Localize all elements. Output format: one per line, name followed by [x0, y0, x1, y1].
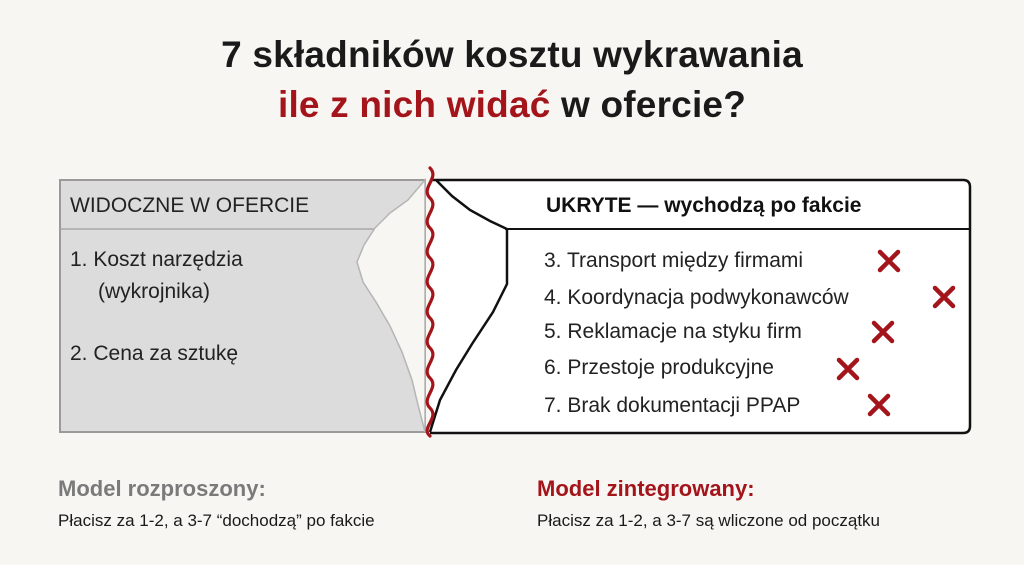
x-mark-icon [836, 357, 860, 381]
x-mark-icon [932, 285, 956, 309]
hidden-item-4: 4. Koordynacja podwykonawców [544, 286, 849, 309]
x-mark-icon [867, 393, 891, 417]
hidden-item-7: 7. Brak dokumentacji PPAP [544, 394, 801, 417]
model-integrated-desc: Płacisz za 1-2, a 3-7 są wliczone od początku [537, 511, 881, 530]
model-dispersed-desc: Płacisz za 1-2, a 3-7 “dochodzą” po fakcie [58, 511, 375, 530]
x-mark-icon [877, 249, 901, 273]
hidden-item-6: 6. Przestoje produkcyjne [544, 356, 774, 379]
hidden-header: UKRYTE — wychodzą po fakcie [546, 194, 862, 217]
x-mark-icon [871, 320, 895, 344]
title-highlight: ile z nich widać [277, 84, 551, 125]
visible-item-2: 2. Cena za sztukę [70, 342, 239, 365]
hidden-item-3: 3. Transport między firmami [544, 249, 804, 272]
hidden-item-5: 5. Reklamacje na styku firm [544, 320, 802, 343]
visible-item-1: 1. Koszt narzędzia [70, 248, 243, 271]
visible-item-1-cont: (wykrojnika) [98, 280, 211, 303]
title-line-1: 7 składników kosztu wykrawania [221, 34, 803, 75]
model-integrated-title: Model zintegrowany: [537, 476, 755, 501]
title-line-2-rest: w ofercie? [550, 84, 747, 125]
model-dispersed-title: Model rozproszony: [58, 476, 266, 501]
visible-header: WIDOCZNE W OFERCIE [70, 194, 310, 217]
